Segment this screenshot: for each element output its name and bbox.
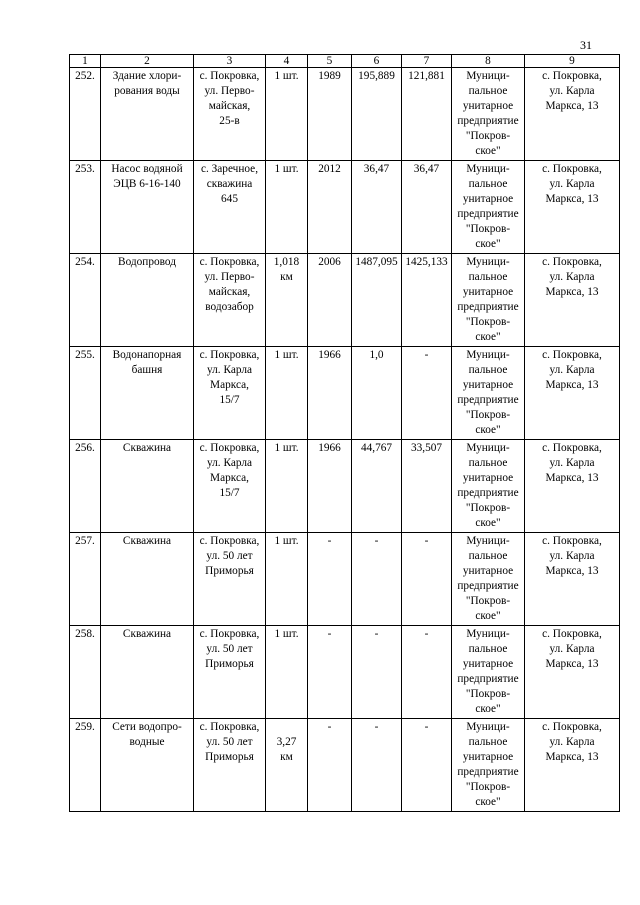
- column-number: 4: [266, 55, 308, 68]
- object-name: Скважина: [122, 442, 172, 454]
- holder: Муници- пальное унитарное предприятие "Покров- ское": [457, 721, 519, 808]
- column-number: 8: [452, 55, 525, 68]
- holder-cell: [452, 68, 525, 161]
- object-name: Здание хлори- рования воды: [112, 70, 182, 97]
- row-number-cell: [70, 440, 101, 533]
- object-name-cell: [101, 347, 194, 440]
- residual-value: 33,507: [410, 442, 443, 454]
- object-name-cell: [101, 533, 194, 626]
- address-cell: [194, 626, 266, 719]
- row-number: 255.: [75, 349, 95, 361]
- quantity: 1 шт.: [274, 163, 299, 175]
- table-row: [70, 254, 620, 347]
- column-number: 2: [101, 55, 194, 68]
- address: с. Покровка, ул. 50 лет Приморья: [199, 721, 260, 763]
- year: 2006: [318, 256, 341, 268]
- table-row: [70, 719, 620, 812]
- row-number: 253.: [75, 163, 95, 175]
- holder-address: с. Покровка, ул. Карла Маркса, 13: [542, 349, 602, 391]
- holder-address: с. Покровка, ул. Карла Маркса, 13: [542, 70, 602, 112]
- holder-address: с. Покровка, ул. Карла Маркса, 13: [542, 628, 602, 670]
- residual-value-cell: [402, 440, 452, 533]
- holder-address-cell: [525, 626, 620, 719]
- holder-address: с. Покровка, ул. Карла Маркса, 13: [542, 721, 602, 763]
- holder-cell: [452, 254, 525, 347]
- holder: Муници- пальное унитарное предприятие "Покров- ское": [457, 70, 519, 157]
- holder: Муници- пальное унитарное предприятие "Покров- ское": [457, 349, 519, 436]
- holder-address-cell: [525, 440, 620, 533]
- quantity-cell: [266, 533, 308, 626]
- holder-cell: [452, 719, 525, 812]
- holder-address: с. Покровка, ул. Карла Маркса, 13: [542, 163, 602, 205]
- book-value-cell: [352, 440, 402, 533]
- quantity-cell: [266, 161, 308, 254]
- year-cell: [308, 719, 352, 812]
- quantity: 1,018 км: [273, 256, 300, 283]
- holder-address-cell: [525, 533, 620, 626]
- row-number-cell: [70, 254, 101, 347]
- row-number-cell: [70, 719, 101, 812]
- address-cell: [194, 68, 266, 161]
- address-cell: [194, 719, 266, 812]
- residual-value-cell: [402, 68, 452, 161]
- residual-value-cell: [402, 347, 452, 440]
- quantity-cell: [266, 626, 308, 719]
- year-cell: [308, 68, 352, 161]
- object-name-cell: [101, 626, 194, 719]
- address: с. Покровка, ул. Карла Маркса, 15/7: [199, 442, 260, 499]
- holder: Муници- пальное унитарное предприятие "Покров- ское": [457, 442, 519, 529]
- holder-address-cell: [525, 68, 620, 161]
- row-number: 258.: [75, 628, 95, 640]
- row-number: 257.: [75, 535, 95, 547]
- address: с. Покровка, ул. 50 лет Приморья: [199, 628, 260, 670]
- row-number-cell: [70, 626, 101, 719]
- row-number-cell: [70, 161, 101, 254]
- quantity: 1 шт.: [274, 535, 299, 547]
- residual-value: 121,881: [408, 70, 445, 82]
- object-name-cell: [101, 68, 194, 161]
- quantity: 1 шт.: [274, 70, 299, 82]
- residual-value: -: [424, 535, 429, 547]
- table-row: [70, 68, 620, 161]
- table-row: [70, 626, 620, 719]
- row-number: 259.: [75, 721, 95, 733]
- table-row: [70, 347, 620, 440]
- year-cell: [308, 161, 352, 254]
- address: с. Покровка, ул. Перво- майская, 25-в: [199, 70, 260, 127]
- holder-cell: [452, 626, 525, 719]
- page-number: 31: [580, 38, 592, 52]
- holder: Муници- пальное унитарное предприятие "Покров- ское": [457, 628, 519, 715]
- book-value: 195,889: [358, 70, 395, 82]
- quantity-cell: [266, 68, 308, 161]
- object-name: Скважина: [122, 628, 172, 640]
- year-cell: [308, 254, 352, 347]
- holder: Муници- пальное унитарное предприятие "Покров- ское": [457, 256, 519, 343]
- address-cell: [194, 533, 266, 626]
- residual-value-cell: [402, 254, 452, 347]
- book-value-cell: [352, 533, 402, 626]
- quantity: 1 шт.: [274, 628, 299, 640]
- object-name-cell: [101, 161, 194, 254]
- address: с. Покровка, ул. 50 лет Приморья: [199, 535, 260, 577]
- object-name: Насос водяной ЭЦВ 6-16-140: [111, 163, 183, 190]
- book-value: 1,0: [369, 349, 384, 361]
- year: 1966: [318, 442, 341, 454]
- book-value: 1487,095: [355, 256, 398, 268]
- object-name-cell: [101, 254, 194, 347]
- quantity-cell: [266, 719, 308, 812]
- residual-value: -: [424, 721, 429, 733]
- book-value-cell: [352, 347, 402, 440]
- address-cell: [194, 254, 266, 347]
- quantity: 3,27 км: [276, 736, 297, 763]
- property-registry-table: [69, 54, 620, 812]
- address-cell: [194, 347, 266, 440]
- address-cell: [194, 440, 266, 533]
- book-value: -: [374, 721, 379, 733]
- year: 2012: [318, 163, 341, 175]
- book-value: -: [374, 628, 379, 640]
- holder-address-cell: [525, 254, 620, 347]
- address: с. Покровка, ул. Перво- майская, водозабор: [199, 256, 260, 313]
- holder: Муници- пальное унитарное предприятие "Покров- ское": [457, 163, 519, 250]
- quantity-cell: [266, 440, 308, 533]
- object-name: Водопровод: [118, 256, 176, 268]
- holder-address: с. Покровка, ул. Карла Маркса, 13: [542, 535, 602, 577]
- residual-value-cell: [402, 626, 452, 719]
- holder-address-cell: [525, 719, 620, 812]
- holder-address: с. Покровка, ул. Карла Маркса, 13: [542, 256, 602, 298]
- residual-value: -: [424, 628, 429, 640]
- holder-cell: [452, 161, 525, 254]
- column-number: 7: [402, 55, 452, 68]
- quantity-cell: [266, 347, 308, 440]
- quantity-cell: [266, 254, 308, 347]
- year-cell: [308, 440, 352, 533]
- object-name: Водонапорная башня: [112, 349, 182, 376]
- year: -: [327, 535, 332, 547]
- residual-value: 1425,133: [405, 256, 448, 268]
- address: с. Покровка, ул. Карла Маркса, 15/7: [199, 349, 260, 406]
- row-number-cell: [70, 68, 101, 161]
- quantity: 1 шт.: [274, 349, 299, 361]
- holder: Муници- пальное унитарное предприятие "Покров- ское": [457, 535, 519, 622]
- residual-value-cell: [402, 533, 452, 626]
- residual-value: 36,47: [413, 163, 440, 175]
- year: 1989: [318, 70, 341, 82]
- book-value-cell: [352, 626, 402, 719]
- address-cell: [194, 161, 266, 254]
- holder-cell: [452, 440, 525, 533]
- column-number: 3: [194, 55, 266, 68]
- row-number: 254.: [75, 256, 95, 268]
- residual-value: -: [424, 349, 429, 361]
- column-number: 1: [70, 55, 101, 68]
- year-cell: [308, 347, 352, 440]
- holder-address: с. Покровка, ул. Карла Маркса, 13: [542, 442, 602, 484]
- object-name: Сети водопро- водные: [112, 721, 182, 748]
- column-number: 5: [308, 55, 352, 68]
- object-name-cell: [101, 440, 194, 533]
- holder-address-cell: [525, 347, 620, 440]
- row-number: 252.: [75, 70, 95, 82]
- book-value-cell: [352, 161, 402, 254]
- holder-cell: [452, 347, 525, 440]
- column-number: 6: [352, 55, 402, 68]
- table-row: [70, 440, 620, 533]
- year-cell: [308, 626, 352, 719]
- table-row: [70, 161, 620, 254]
- book-value-cell: [352, 254, 402, 347]
- year: 1966: [318, 349, 341, 361]
- column-number-row: [70, 55, 620, 68]
- book-value: 36,47: [363, 163, 390, 175]
- row-number-cell: [70, 533, 101, 626]
- book-value: -: [374, 535, 379, 547]
- row-number-cell: [70, 347, 101, 440]
- book-value: 44,767: [360, 442, 393, 454]
- year: -: [327, 628, 332, 640]
- quantity: 1 шт.: [274, 442, 299, 454]
- holder-address-cell: [525, 161, 620, 254]
- row-number: 256.: [75, 442, 95, 454]
- residual-value-cell: [402, 719, 452, 812]
- table-row: [70, 533, 620, 626]
- address: с. Заречное, скважина 645: [200, 163, 259, 205]
- book-value-cell: [352, 68, 402, 161]
- object-name: Скважина: [122, 535, 172, 547]
- residual-value-cell: [402, 161, 452, 254]
- year-cell: [308, 533, 352, 626]
- object-name-cell: [101, 719, 194, 812]
- book-value-cell: [352, 719, 402, 812]
- holder-cell: [452, 533, 525, 626]
- year: -: [327, 721, 332, 733]
- column-number: 9: [525, 55, 620, 68]
